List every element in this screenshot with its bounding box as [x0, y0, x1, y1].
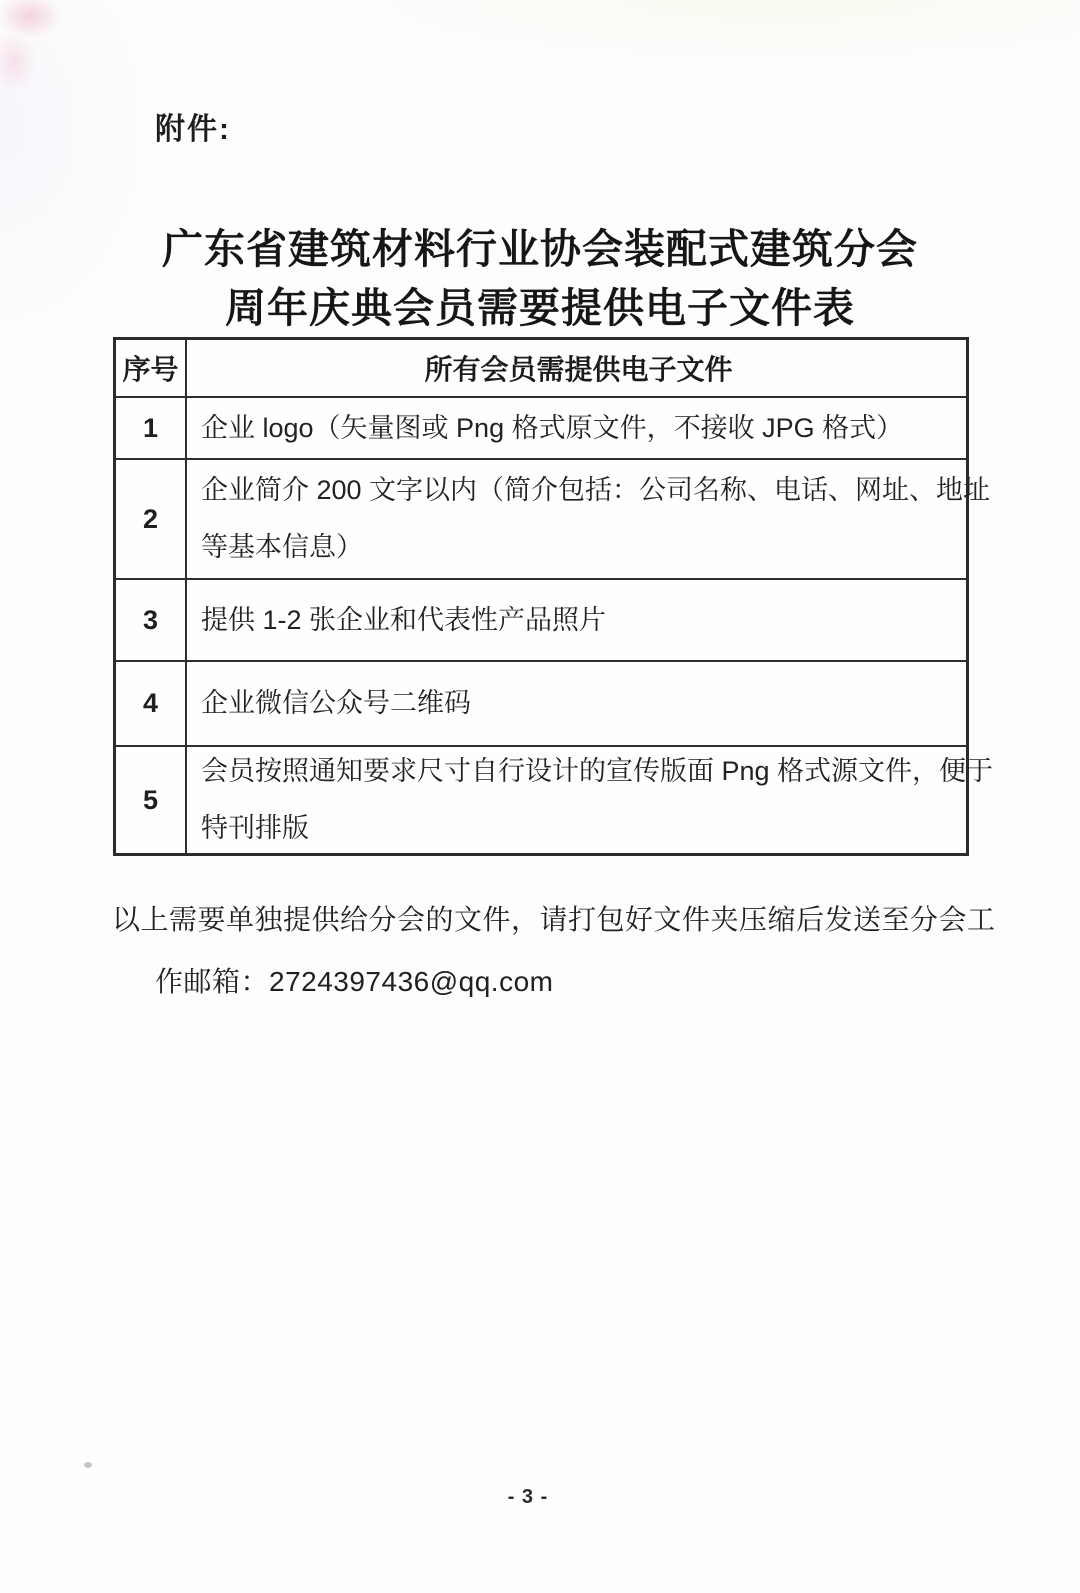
document-title-line-2: 周年庆典会员需要提供电子文件表 — [225, 285, 855, 331]
footer-note-line-1: 以上需要单独提供给分会的文件，请打包好文件夹压缩后发送至分会工 — [112, 904, 996, 935]
row-number-cell: 5 — [116, 747, 187, 853]
row-number-cell: 4 — [116, 662, 187, 745]
row-number-cell: 1 — [116, 398, 187, 458]
row-number-cell: 2 — [116, 460, 187, 578]
row-content-line: 企业简介 200 文字以内（简介包括：公司名称、电话、网址、地址 — [201, 475, 991, 505]
table-row — [116, 460, 991, 580]
row-content-line: 企业微信公众号二维码 — [201, 688, 471, 718]
table-row — [116, 580, 966, 662]
row-content-line: 等基本信息） — [201, 532, 363, 562]
footer-note-line-2: 作邮箱：2724397436@qq.com — [155, 966, 554, 997]
table-header-no: 序号 — [116, 340, 187, 396]
row-content-line: 特刊排版 — [201, 813, 309, 843]
row-content-cell — [187, 747, 1003, 853]
row-content-cell — [187, 580, 966, 660]
row-number-cell: 3 — [116, 580, 187, 660]
requirements-table — [113, 337, 994, 856]
row-content-line: 会员按照通知要求尺寸自行设计的宣传版面 Png 格式源文件，便于 — [201, 756, 994, 786]
row-content-line: 企业 logo（矢量图或 Png 格式原文件，不接收 JPG 格式） — [201, 412, 904, 443]
table-header-files: 所有会员需提供电子文件 — [424, 354, 733, 385]
row-content-cell — [187, 662, 966, 745]
table-row — [116, 747, 994, 853]
row-content-line: 提供 1-2 张企业和代表性产品照片 — [201, 604, 607, 635]
table-row — [116, 398, 966, 460]
table-row — [116, 662, 966, 747]
row-content-cell — [187, 460, 1000, 578]
row-content-cell — [187, 398, 966, 458]
table-header-row — [116, 340, 966, 398]
document-title-line-1: 广东省建筑材料行业协会装配式建筑分会 — [162, 226, 918, 272]
scan-artifact-speck — [84, 1462, 92, 1468]
page-number: - 3 - — [507, 1486, 549, 1508]
attachment-label: 附件: — [155, 113, 231, 146]
